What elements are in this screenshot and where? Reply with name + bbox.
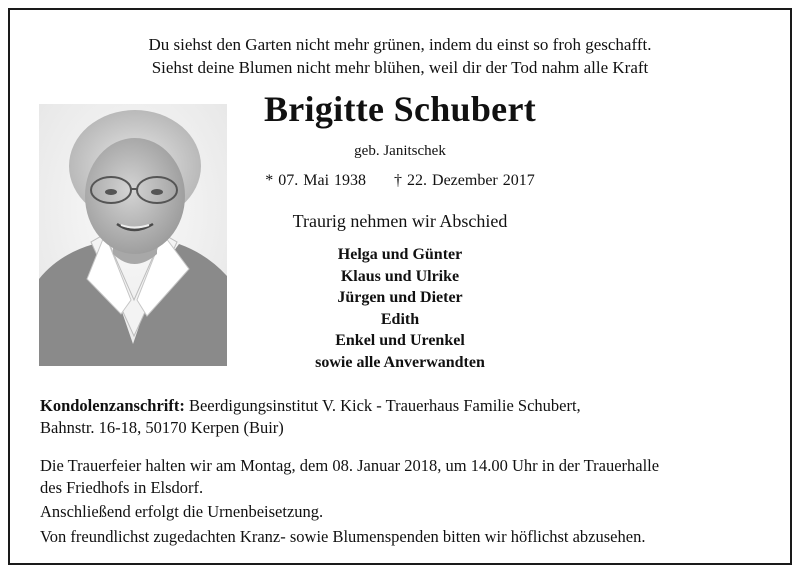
death-date: † 22. Dezember 2017 [394, 172, 535, 189]
birth-date: * 07. Mai 1938 [265, 172, 367, 189]
flowers-note: Von freundlichst zugedachten Kranz- sowie Blumenspenden bitten wir höflichst abzusehen. [40, 527, 646, 546]
mourner-line: Klaus und Ulrike [340, 267, 460, 285]
poem-line-2: Siehst deine Blumen nicht mehr blühen, weil dir der Tod nahm alle Kraft [151, 58, 649, 77]
birth-name: geb. Janitschek [354, 143, 446, 159]
condolence-address [40, 395, 770, 439]
farewell-line: Traurig nehmen wir Abschied [292, 211, 508, 231]
deceased-name: Brigitte Schubert [263, 89, 537, 129]
mourners-list [200, 244, 600, 373]
ceremony-info [40, 455, 770, 499]
portrait-photo [39, 104, 227, 366]
ceremony-line-2: des Friedhofs in Elsdorf. [40, 478, 204, 497]
mourner-line: sowie alle Anverwandten [315, 353, 485, 371]
condolence-line-2: Bahnstr. 16-18, 50170 Kerpen (Buir) [40, 418, 284, 437]
urn-burial-note: Anschließend erfolgt die Urnenbeisetzung. [40, 502, 324, 521]
poem-line-1: Du siehst den Garten nicht mehr grünen, indem du einst so froh geschafft. [148, 35, 652, 54]
ceremony-line-1: Die Trauerfeier halten wir am Montag, dem 08. Januar 2018, um 14.00 Uhr in der Trauerhalle [40, 456, 660, 475]
mourner-line: Enkel und Urenkel [335, 332, 465, 349]
mourner-line: Helga und Günter [337, 246, 463, 263]
condolence-line-1: Beerdigungsinstitut V. Kick - Trauerhaus Familie Schubert, [184, 396, 581, 415]
condolence-label: Kondolenzanschrift: [40, 396, 185, 415]
mourner-line: Jürgen und Dieter [337, 289, 463, 306]
mourner-line: Edith [380, 310, 420, 328]
